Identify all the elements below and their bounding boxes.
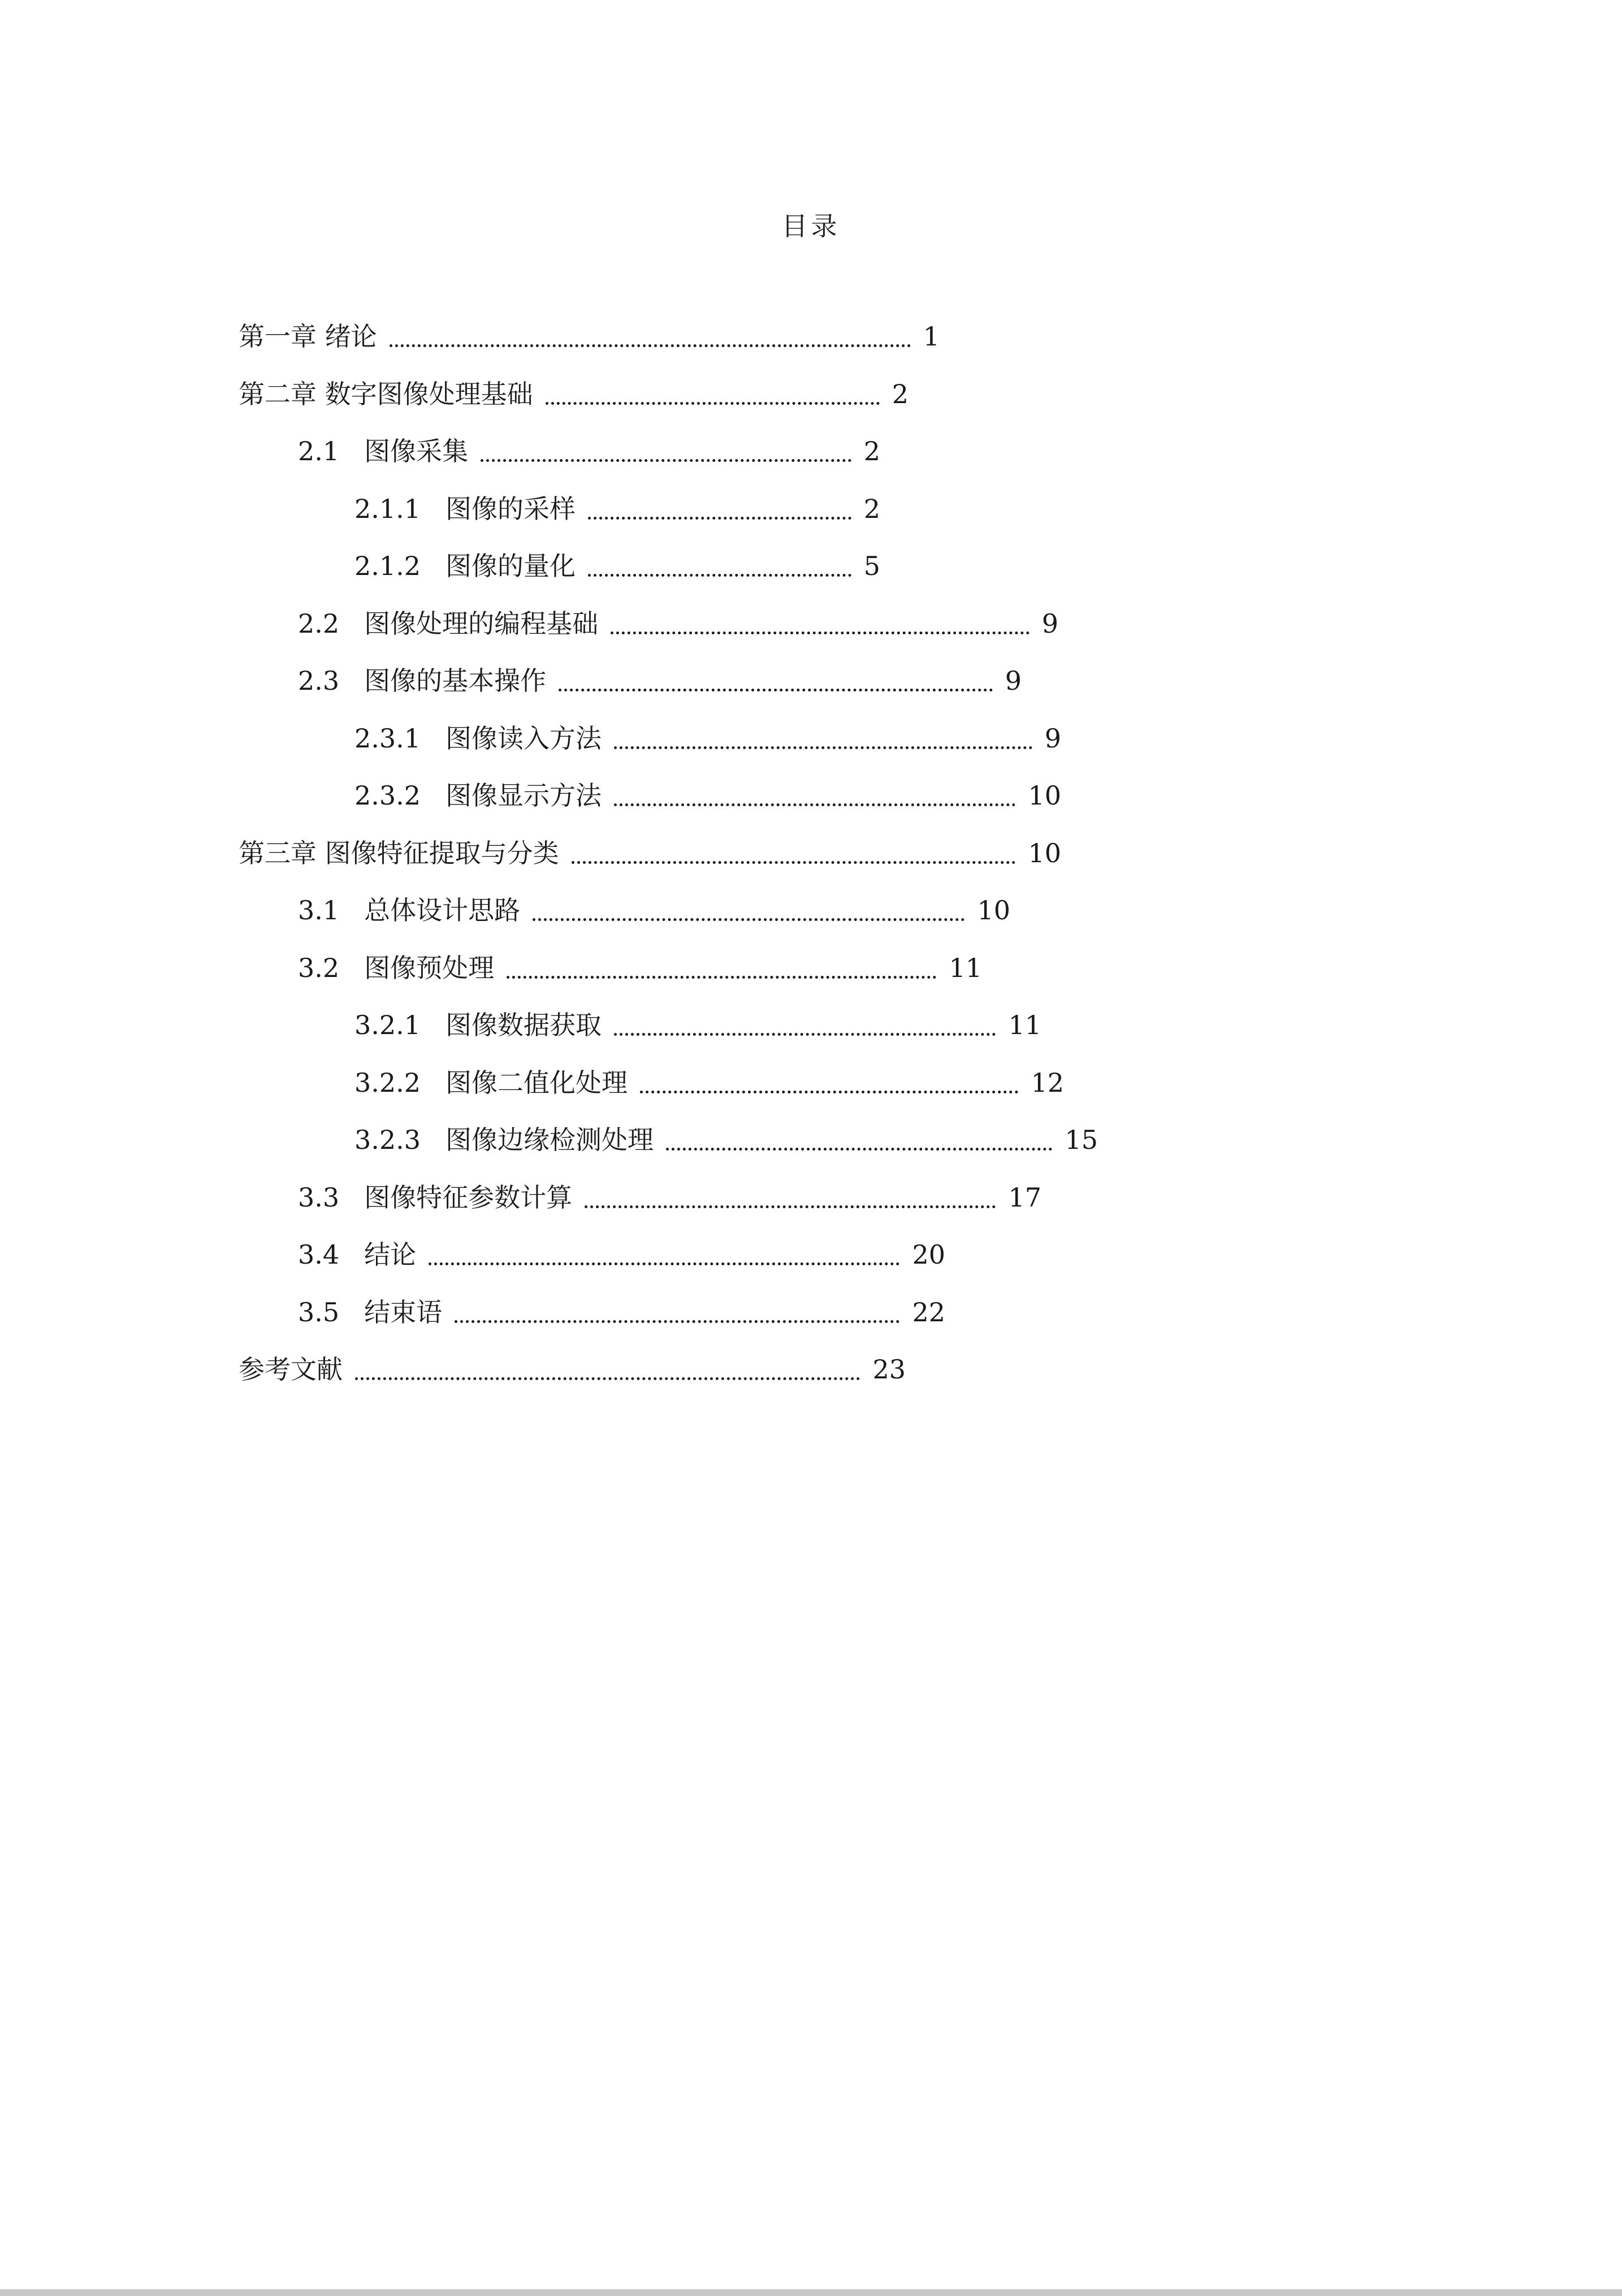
dot-leader: [588, 574, 851, 577]
dot-leader: [455, 1320, 899, 1323]
toc-entry-page-number: 9: [1005, 665, 1022, 696]
toc-entry[interactable]: [239, 374, 909, 414]
toc-entry[interactable]: [239, 1350, 906, 1389]
toc-entry-page-number: 23: [872, 1354, 906, 1385]
toc-title: 目录: [781, 211, 841, 241]
dot-leader: [614, 1033, 996, 1036]
toc-entry-title: 图像特征参数计算: [364, 1182, 573, 1213]
toc-entry-title: 图像边缘检测处理: [445, 1125, 654, 1155]
toc-entry[interactable]: [298, 1178, 1041, 1217]
toc-entry-page-number: 2: [892, 378, 909, 409]
dot-leader: [559, 689, 993, 691]
toc-entry-title: 图像显示方法: [445, 780, 602, 811]
toc-entry-title: 图像的量化: [445, 551, 576, 581]
toc-entry-page-number: 22: [912, 1296, 945, 1328]
toc-entry-number: 2.3.2: [354, 780, 421, 811]
toc-entry-number: 2.2: [298, 608, 340, 639]
dot-leader: [611, 632, 1030, 634]
toc-entry-number: 2.1.2: [354, 551, 421, 581]
dot-leader: [429, 1262, 899, 1265]
page-bottom-edge: [0, 2289, 1622, 2296]
toc-entry-page-number: 12: [1031, 1067, 1064, 1098]
toc-entry-number: 3.3: [298, 1182, 340, 1213]
toc-entry-title: 结束语: [364, 1296, 443, 1328]
toc-entry-number: 2.3.1: [354, 723, 421, 754]
toc-entry-page-number: 9: [1041, 608, 1058, 639]
toc-entry-page-number: 11: [949, 952, 982, 983]
toc-entry-title: 参考文献: [239, 1354, 343, 1385]
toc-entry[interactable]: [354, 489, 880, 529]
toc-entry-number: 3.2.3: [354, 1125, 421, 1155]
toc-entry-page-number: 2: [863, 493, 880, 524]
dot-leader: [546, 402, 880, 405]
toc-entry-number: 3.2: [298, 952, 340, 983]
toc-entry-title: 第三章 图像特征提取与分类: [239, 837, 559, 868]
toc-entry-title: 图像采集: [364, 436, 469, 466]
toc-entry-title: 图像二值化处理: [445, 1067, 628, 1098]
toc-entry-page-number: 1: [923, 321, 940, 352]
toc-entry-page-number: 9: [1044, 723, 1061, 754]
dot-leader: [588, 517, 851, 520]
dot-leader: [614, 803, 1015, 806]
toc-entry-number: 3.2.1: [354, 1010, 421, 1040]
toc-entry-title: 图像的采样: [445, 493, 576, 524]
toc-entry[interactable]: [239, 833, 1061, 873]
toc-entry-title: 第二章 数字图像处理基础: [239, 378, 533, 409]
toc-entry-title: 图像数据获取: [445, 1010, 602, 1040]
dot-leader: [507, 976, 936, 979]
toc-entry-number: 2.1.1: [354, 493, 421, 524]
toc-entry[interactable]: [298, 1235, 945, 1274]
toc-entry[interactable]: [239, 317, 940, 356]
toc-entry-number: 2.1: [298, 436, 340, 466]
toc-entry[interactable]: [354, 1005, 1041, 1045]
toc-entry-page-number: 10: [1028, 837, 1061, 868]
toc-entry-page-number: 15: [1065, 1125, 1098, 1155]
dot-leader: [614, 746, 1032, 749]
toc-entry-number: 3.5: [298, 1296, 340, 1328]
toc-entry-page-number: 20: [912, 1239, 945, 1270]
dot-leader: [666, 1148, 1052, 1151]
toc-entry[interactable]: [354, 546, 880, 586]
dot-leader: [481, 459, 851, 462]
dot-leader: [533, 918, 964, 921]
toc-entry[interactable]: [298, 661, 1022, 701]
toc-entry-title: 图像预处理: [364, 952, 495, 983]
toc-entry-number: 3.1: [298, 895, 340, 926]
toc-entry-page-number: 2: [863, 436, 880, 466]
toc-entry[interactable]: [298, 604, 1058, 643]
toc-entry[interactable]: [354, 1063, 1064, 1102]
toc-entry[interactable]: [298, 1292, 945, 1332]
toc-entry-page-number: 10: [1028, 780, 1061, 811]
toc-entry[interactable]: [354, 1120, 1098, 1160]
toc-entry-page-number: 17: [1008, 1182, 1041, 1213]
toc-entry[interactable]: [298, 948, 982, 988]
toc-entry-title: 结论: [364, 1239, 417, 1270]
dot-leader: [572, 861, 1016, 864]
toc-entry-number: 3.4: [298, 1239, 340, 1270]
toc-entry-title: 总体设计思路: [364, 895, 521, 926]
toc-entry-title: 图像处理的编程基础: [364, 608, 599, 639]
toc-entry-title: 图像的基本操作: [364, 665, 547, 696]
toc-entry-page-number: 11: [1008, 1010, 1041, 1040]
dot-leader: [640, 1091, 1018, 1093]
dot-leader: [390, 344, 911, 347]
toc-entry-page-number: 10: [977, 895, 1010, 926]
dot-leader: [585, 1205, 996, 1208]
toc-entry[interactable]: [298, 431, 880, 471]
toc-entry-number: 3.2.2: [354, 1067, 421, 1098]
toc-entry-page-number: 5: [863, 551, 880, 581]
toc-entry-title: 第一章 绪论: [239, 321, 377, 352]
toc-entry[interactable]: [354, 719, 1061, 758]
toc-entry[interactable]: [298, 890, 1010, 930]
toc-entry-number: 2.3: [298, 665, 340, 696]
dot-leader: [355, 1377, 860, 1380]
toc-entry-title: 图像读入方法: [445, 723, 602, 754]
toc-entry[interactable]: [354, 776, 1061, 815]
